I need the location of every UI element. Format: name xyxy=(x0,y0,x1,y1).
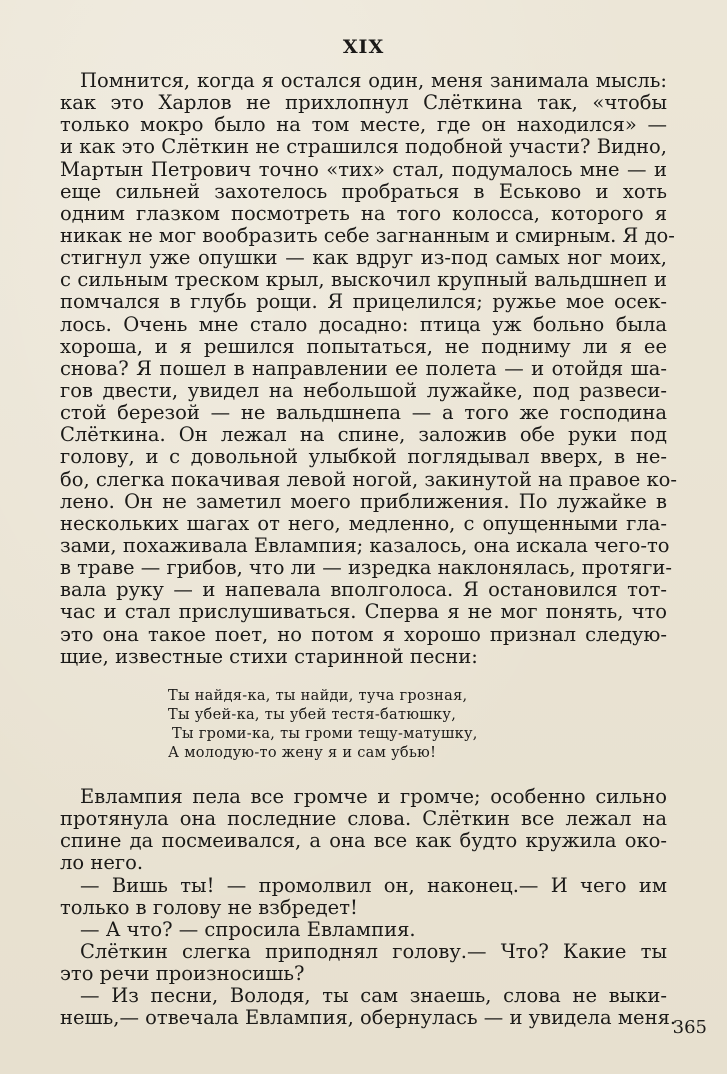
verse-line: Ты громи-ка, ты громи тещу-матушку, xyxy=(172,726,478,742)
text-line: хороша, и я решился попытаться, не подниму ли я ее xyxy=(60,334,667,358)
text-line: Слёткина. Он лежал на спине, заложив обе руки под xyxy=(60,423,667,447)
text-line: лось. Очень мне стало досадно: птица уж больно была xyxy=(60,312,667,336)
text-line: в траве — грибов, что ли — изредка наклонялась, протяги- xyxy=(60,556,672,580)
text-line: еще сильней захотелось пробраться в Еськово и хоть xyxy=(60,179,667,203)
text-line: бо, слегка покачивая левой ногой, закинутой на правое ко- xyxy=(60,467,677,491)
main-paragraph xyxy=(60,69,677,668)
text-line: голову, и с довольной улыбкой поглядывал вверх, в не- xyxy=(60,445,667,469)
text-line: протянула она последние слова. Слёткин все лежал на xyxy=(60,807,667,831)
text-line: — Из песни, Володя, ты сам знаешь, слова не выки- xyxy=(80,984,667,1008)
text-line: зами, похаживала Евлампия; казалось, она искала чего-то xyxy=(60,533,670,557)
text-line: нешь,— отвечала Евлампия, обернулась — и увидела меня. xyxy=(60,1006,677,1030)
text-line: и как это Слёткин не страшился подобной участи? Видно, xyxy=(60,135,667,159)
text-line: стой березой — не вальдшнепа — а того же господина xyxy=(60,401,667,425)
verse-line: Ты убей-ка, ты убей тестя-батюшку, xyxy=(168,707,457,723)
text-line: час и стал прислушиваться. Сперва я не мог понять, что xyxy=(60,600,667,624)
text-line: никак не мог вообразить себе загнанным и смирным. Я до- xyxy=(60,223,675,247)
text-line: стигнул уже опушки — как вдруг из-под самых ног моих, xyxy=(60,246,667,270)
text-line: спине да посмеивался, а она все как будто кружила око- xyxy=(60,829,667,853)
text-line: Мартын Петрович точно «тих» стал, подумалось мне — и xyxy=(60,157,667,181)
text-line: Помнится, когда я остался один, меня занимала мысль: xyxy=(80,69,667,92)
text-line: ло него. xyxy=(60,851,144,875)
text-line: нескольких шагах от него, медленно, с опущенными гла- xyxy=(60,511,667,535)
text-line: только в голову не взбредет! xyxy=(60,895,358,919)
text-line: Евлампия пела все громче и громче; особенно сильно xyxy=(80,785,667,808)
text-line: лено. Он не заметил моего приближения. По лужайке в xyxy=(60,489,667,513)
text-line: это она такое поет, но потом я хорошо признал следую- xyxy=(60,622,667,646)
text-line: как это Харлов не прихлопнул Слёткина так, «чтобы xyxy=(60,91,667,115)
text-line: одним глазком посмотреть на того колосса, которого я xyxy=(60,201,667,225)
verse-line: А молодую-то жену я и сам убью! xyxy=(168,745,437,761)
text-line: щие, известные стихи старинной песни: xyxy=(60,644,478,668)
text-line: помчался в глубь рощи. Я прицелился; ружье мое осек- xyxy=(60,290,667,314)
text-line: — Вишь ты! — промолвил он, наконец.— И чего им xyxy=(80,873,667,897)
text-line: это речи произносишь? xyxy=(60,962,305,986)
text-line: снова? Я пошел в направлении ее полета — и отойдя ша- xyxy=(60,356,667,380)
text-line: — А что? — спросила Евлампия. xyxy=(80,917,416,941)
verse-line: Ты найдя-ка, ты найди, туча грозная, xyxy=(168,688,468,704)
text-line: только мокро было на том месте, где он находился» — xyxy=(60,113,667,137)
text-line: гов двести, увидел на небольшой лужайке, под развеси- xyxy=(60,378,667,402)
text-line: вала руку — и напевала вполголоса. Я остановился тот- xyxy=(60,578,667,602)
song-verse xyxy=(168,687,478,763)
chapter-heading: XIX xyxy=(342,36,385,58)
dialogue-paragraphs xyxy=(60,785,677,1030)
page-number: 365 xyxy=(672,1017,707,1038)
text-line: Слёткин слегка приподнял голову.— Что? Какие ты xyxy=(80,939,667,963)
text-line: с сильным треском крыл, выскочил крупный вальдшнеп и xyxy=(60,268,667,292)
